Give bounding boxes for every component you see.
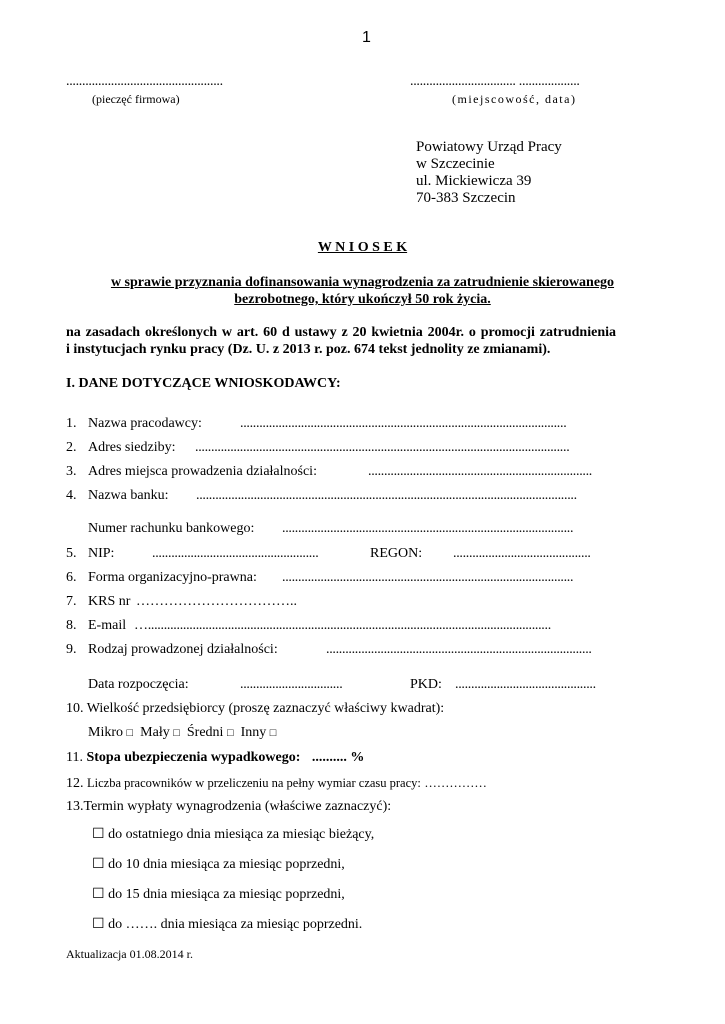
field-company-size [66,701,444,717]
field-label: Liczba pracowników w przeliczeniu na pełny wymiar czasu pracy: [87,776,421,790]
payment-option[interactable] [92,826,374,843]
regon-label: REGON: [370,546,423,561]
field-payment-term: 13.Termin wypłaty wynagrodzenia (właściwe zaznaczyć): [66,799,392,814]
email-input[interactable]: ….............................................................................................................................. [134,618,551,633]
field-number: 2. [66,440,77,455]
document-subtitle: bezrobotnego, który ukończył 50 rok życia. [234,292,491,307]
legal-basis: na zasadach określonych w art. 60 d ustawy z 20 kwietnia 2004r. o promocji zatrudnienia [66,325,616,340]
field-label: E-mail [88,618,127,633]
field-label: Forma organizacyjno-prawna: [88,570,257,585]
field-label: Adres siedziby: [88,440,176,455]
business-address-input[interactable]: ...................................................................... [368,464,593,479]
pkd-input[interactable]: ............................................ [455,677,596,692]
stamp-label: (pieczęć firmowa) [92,92,180,106]
checkbox-icon[interactable]: ☐ [92,887,105,902]
field-number: 9. [66,642,77,657]
start-date-input[interactable]: ................................ [240,677,343,692]
field-accident-rate [66,750,364,766]
payment-option[interactable] [92,856,345,873]
field-label: KRS nr [88,594,131,609]
payment-option[interactable] [92,916,362,933]
size-option-label: Średni [186,725,224,740]
field-number: 4. [66,488,77,503]
place-date-dots: ................................. ................... [410,74,580,89]
payment-option-label: do 15 dnia miesiąca za miesiąc poprzedni, [108,887,345,902]
employee-count-input[interactable]: …………… [424,776,487,790]
legal-form-input[interactable]: ........................................................................................... [282,570,574,585]
footer-update-note: Aktualizacja 01.08.2014 r. [66,947,193,961]
field-label: Rodzaj prowadzonej działalności: [88,642,278,657]
size-option-label: Mały [140,725,170,740]
field-label: Nazwa pracodawcy: [88,416,202,431]
field-number: 5. [66,546,77,561]
bank-name-input[interactable]: ....................................................................................................................... [196,488,577,503]
field-label: Adres miejsca prowadzenia działalności: [88,464,317,479]
checkbox-icon[interactable]: □ [226,727,234,739]
nip-input[interactable]: .................................................... [152,546,319,561]
checkbox-icon[interactable]: ☐ [92,917,105,932]
field-label: Data rozpoczęcia: [88,677,189,692]
payment-option-label: do 10 dnia miesiąca za miesiąc poprzedni, [108,857,345,872]
field-label: Nazwa banku: [88,488,169,503]
field-label: Stopa ubezpieczenia wypadkowego: [86,750,301,765]
pkd-label: PKD: [410,677,442,692]
field-number: 8. [66,618,77,633]
size-option-label: Inny [240,725,267,740]
field-label: Wielkość przedsiębiorcy (proszę zaznaczyć właściwy kwadrat): [86,701,445,716]
addressee-line: 70-383 Szczecin [416,190,516,206]
place-date-label: (miejscowość, data) [452,92,577,106]
document-subtitle: w sprawie przyznania dofinansowania wynagrodzenia za zatrudnienie skierowanego [110,275,615,290]
checkbox-icon[interactable]: ☐ [92,827,105,842]
addressee-line: w Szczecinie [416,156,495,172]
bank-account-input[interactable]: ........................................................................................... [282,521,574,536]
accident-rate-input[interactable]: .......... % [311,750,365,765]
section-heading: I. DANE DOTYCZĄCE WNIOSKODAWCY: [66,376,341,391]
field-number: 10. [66,701,84,716]
payment-option[interactable] [92,886,345,903]
seat-address-input[interactable]: ..................................................................................................................... [195,440,570,455]
company-size-options [88,725,276,741]
business-type-input[interactable]: ................................................................................... [326,642,592,657]
employer-name-input[interactable]: ...................................................................................................... [240,416,567,431]
legal-basis: i instytucjach rynku pracy (Dz. U. z 2013 r. poz. 674 tekst jednolity ze zmianami). [66,342,551,357]
size-option-label: Mikro [88,725,123,740]
field-label: NIP: [88,546,115,561]
checkbox-icon[interactable]: ☐ [92,857,105,872]
payment-option-label: do ostatniego dnia miesiąca za miesiąc bieżący, [108,827,375,842]
addressee-line: Powiatowy Urząd Pracy [416,139,562,155]
document-title: W N I O S E K [317,240,408,255]
field-employee-count [66,776,487,792]
regon-input[interactable]: ........................................... [453,546,591,561]
field-number: 7. [66,594,77,609]
addressee-line: ul. Mickiewicza 39 [416,173,532,189]
krs-input[interactable]: …………………………….. [136,594,297,609]
payment-option-label: do ……. dnia miesiąca za miesiąc poprzedni. [108,917,363,932]
field-number: 1. [66,416,77,431]
field-label: Numer rachunku bankowego: [88,521,255,536]
field-number: 3. [66,464,77,479]
checkbox-icon[interactable]: □ [126,727,134,739]
checkbox-icon[interactable]: □ [173,727,180,739]
stamp-dots: ................................................. [66,74,223,89]
field-number: 12. [66,776,84,791]
field-number: 11. [66,750,83,765]
page-number: 1 [362,29,371,46]
field-number: 6. [66,570,77,585]
checkbox-icon[interactable]: □ [269,727,277,739]
